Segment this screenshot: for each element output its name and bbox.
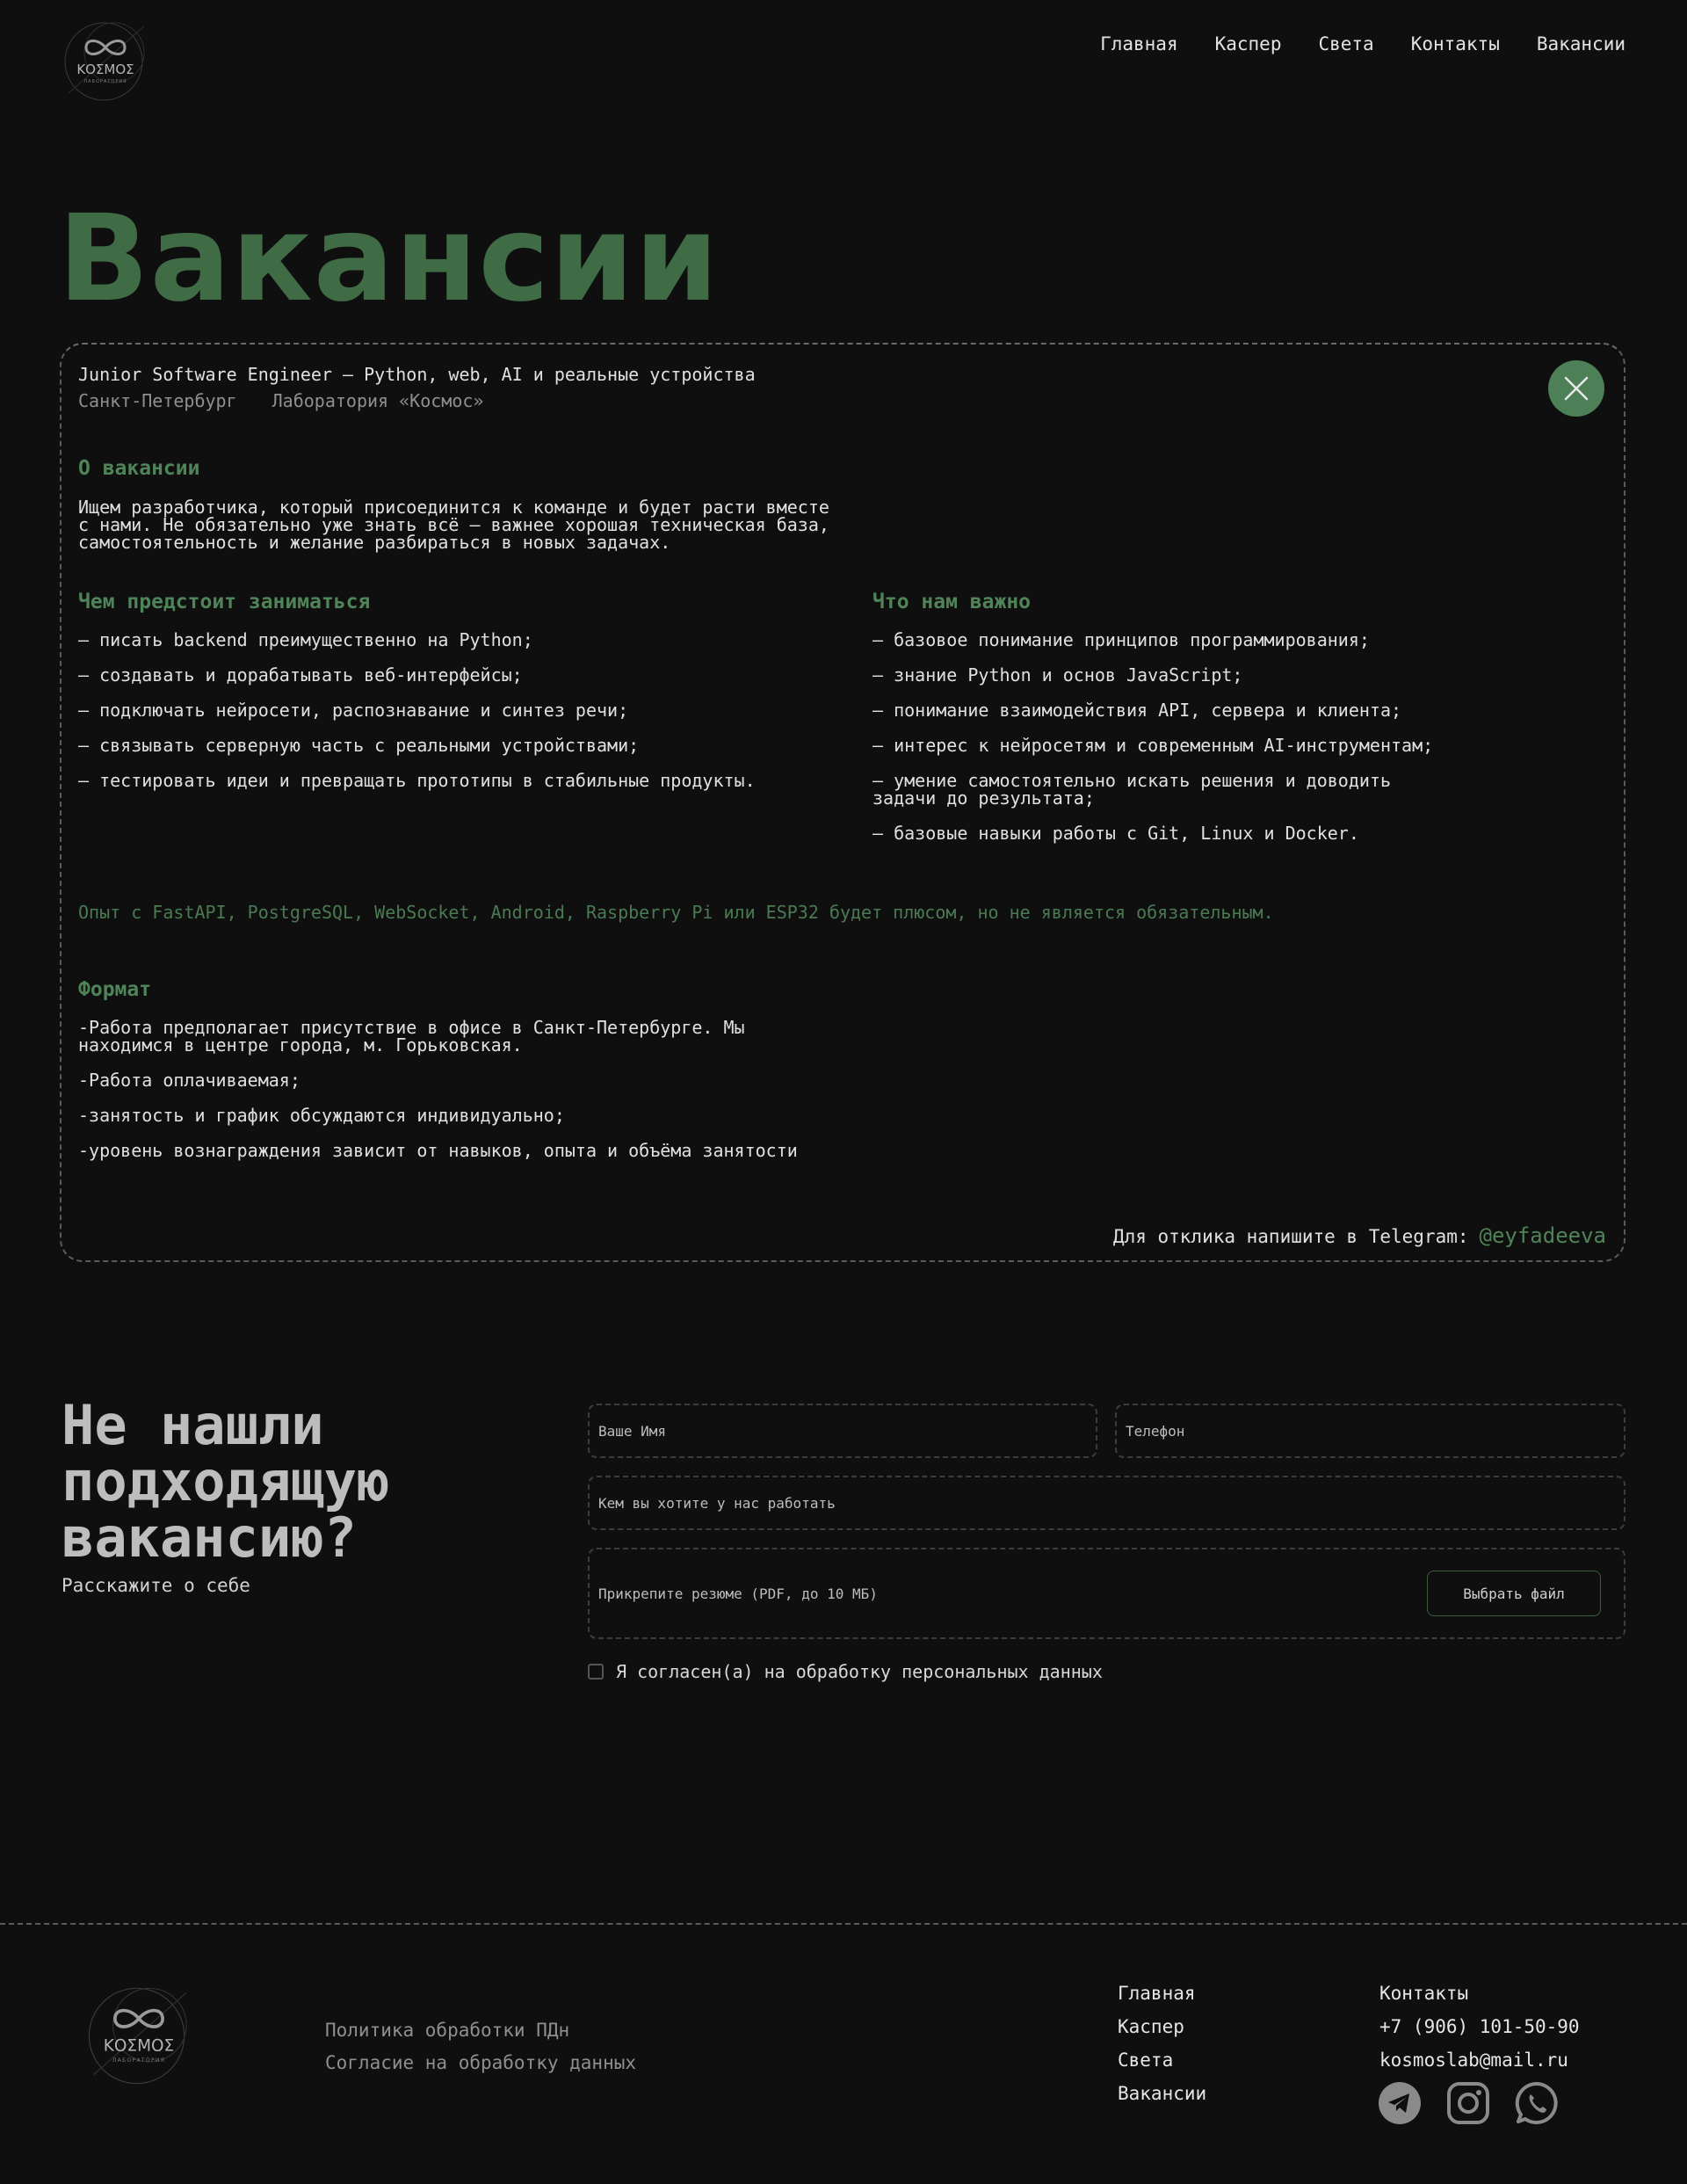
top-nav: [1100, 33, 1625, 54]
phone-input[interactable]: [1115, 1404, 1625, 1458]
list-item: -Работа оплачиваемая;: [78, 1070, 300, 1091]
duties-section: [78, 591, 851, 807]
requirements-heading: Что нам важно: [872, 591, 1032, 613]
footer-nav: [1118, 1983, 1206, 2104]
footer-nav-kasper[interactable]: Каспер: [1118, 2016, 1184, 2037]
footer-contacts: [1379, 1983, 1580, 2071]
list-item: — знание Python и основ JavaScript;: [872, 664, 1243, 686]
footer-divider: [0, 1923, 1687, 1925]
instagram-icon[interactable]: [1446, 2081, 1490, 2125]
contacts-heading: Контакты: [1379, 1983, 1469, 2004]
list-item: — связывать серверную часть с реальными устройствами;: [78, 735, 640, 756]
list-item: — создавать и дорабатывать веб-интерфейсы;: [78, 664, 523, 686]
contact-phone[interactable]: +7 (906) 101-50-90: [1379, 2016, 1580, 2037]
list-item: -занятость и график обсуждаются индивидуально;: [78, 1105, 565, 1126]
plus-note: Опыт с FastAPI, PostgreSQL, WebSocket, Android, Raspberry Pi или ESP32 будет плюсом, но не является обязательным.: [78, 902, 1274, 923]
social-links: [1378, 2081, 1559, 2125]
choose-file-button[interactable]: Выбрать файл: [1427, 1571, 1601, 1616]
brand-subtitle: ЛАБОРАТОРИЯ: [83, 79, 127, 84]
telegram-handle-link[interactable]: @eyfadeeva: [1479, 1223, 1606, 1248]
logo-emblem-icon: [60, 14, 151, 105]
list-item: — подключать нейросети, распознавание и синтез речи;: [78, 700, 629, 721]
consent-row[interactable]: [588, 1661, 1103, 1682]
telegram-icon[interactable]: [1378, 2081, 1422, 2125]
name-input[interactable]: [588, 1404, 1097, 1458]
data-consent-link[interactable]: Согласие на обработку данных: [325, 2052, 637, 2073]
list-item: -уровень вознаграждения зависит от навыков, опыта и объёма занятости: [78, 1140, 798, 1161]
brand-subtitle: ЛАБОРАТОРИЯ: [112, 2057, 166, 2064]
footer-logo[interactable]: [83, 1977, 195, 2090]
nav-link-sveta[interactable]: Света: [1318, 33, 1374, 54]
nav-link-contacts[interactable]: Контакты: [1410, 33, 1500, 54]
format-section: [78, 978, 869, 1177]
brand-name: ΚΟΣΜΟΣ: [76, 62, 134, 77]
logo-emblem-icon: [83, 1977, 195, 2090]
footer-legal-links: [325, 2020, 636, 2073]
nav-link-vacancies[interactable]: Вакансии: [1536, 33, 1625, 54]
brand-logo[interactable]: [60, 14, 151, 105]
privacy-policy-link[interactable]: Политика обработки ПДн: [325, 2020, 570, 2041]
resume-upload-hint: Прикрепите резюме (PDF, до 10 МБ): [598, 1585, 878, 1602]
page-title: Вакансии: [58, 190, 720, 329]
close-icon: [1563, 375, 1589, 402]
apply-label: Для отклика напишите в Telegram:: [1112, 1226, 1469, 1247]
vacancy-meta: [78, 390, 483, 411]
consent-checkbox[interactable]: [588, 1664, 604, 1680]
list-item: — базовое понимание принципов программирования;: [872, 629, 1370, 650]
about-heading: О вакансии: [78, 457, 200, 480]
about-section: [78, 457, 869, 551]
duties-heading: Чем предстоит заниматься: [78, 591, 371, 613]
list-item: — базовые навыки работы с Git, Linux и Docker.: [872, 823, 1359, 844]
list-item: -Работа предполагает присутствие в офисе в Санкт-Петербурге. Мы находимся в центре города, м. Горьковская.: [78, 1017, 745, 1056]
brand-name: ΚΟΣΜΟΣ: [103, 2036, 175, 2056]
form-title: Не нашли подходящую вакансию?: [62, 1393, 390, 1570]
desired-role-input[interactable]: [588, 1476, 1625, 1530]
requirements-list: [872, 631, 1593, 842]
format-list: [78, 1019, 869, 1159]
close-button[interactable]: [1548, 360, 1604, 417]
whatsapp-icon[interactable]: [1515, 2081, 1559, 2125]
vacancy-title: Junior Software Engineer — Python, web, AI и реальные устройства: [78, 364, 756, 385]
footer-nav-vacancies[interactable]: Вакансии: [1118, 2083, 1207, 2104]
footer-nav-sveta[interactable]: Света: [1118, 2050, 1174, 2071]
contact-email[interactable]: kosmoslab@mail.ru: [1379, 2050, 1568, 2071]
format-heading: Формат: [78, 978, 152, 1001]
form-subtitle: Расскажите о себе: [62, 1575, 250, 1596]
apply-line: [1113, 1223, 1606, 1248]
about-text: Ищем разработчика, который присоединится к команде и будет расти вместе с нами. Не обязательно уже знать всё — важнее хорошая техническая база, самостоятельность и желание разбираться в новых задачах.: [78, 497, 829, 553]
list-item: — интерес к нейросетям и современным AI-инструментам;: [872, 735, 1434, 756]
footer-nav-home[interactable]: Главная: [1118, 1983, 1196, 2004]
requirements-section: [872, 591, 1593, 860]
resume-upload-field: [588, 1548, 1625, 1639]
list-item: — писать backend преимущественно на Python;: [78, 629, 533, 650]
list-item: — понимание взаимодействия API, сервера и клиента;: [872, 700, 1402, 721]
vacancy-city: Санкт-Петербург: [78, 390, 237, 411]
list-item: — тестировать идеи и превращать прототипы в стабильные продукты.: [78, 770, 756, 791]
duties-list: [78, 631, 851, 789]
nav-link-home[interactable]: Главная: [1100, 33, 1178, 54]
nav-link-kasper[interactable]: Каспер: [1214, 33, 1282, 54]
list-item: — умение самостоятельно искать решения и доводить задачи до результата;: [872, 770, 1392, 809]
consent-label: Я согласен(а) на обработку персональных данных: [616, 1661, 1103, 1682]
vacancy-company: Лаборатория «Космос»: [272, 390, 484, 411]
